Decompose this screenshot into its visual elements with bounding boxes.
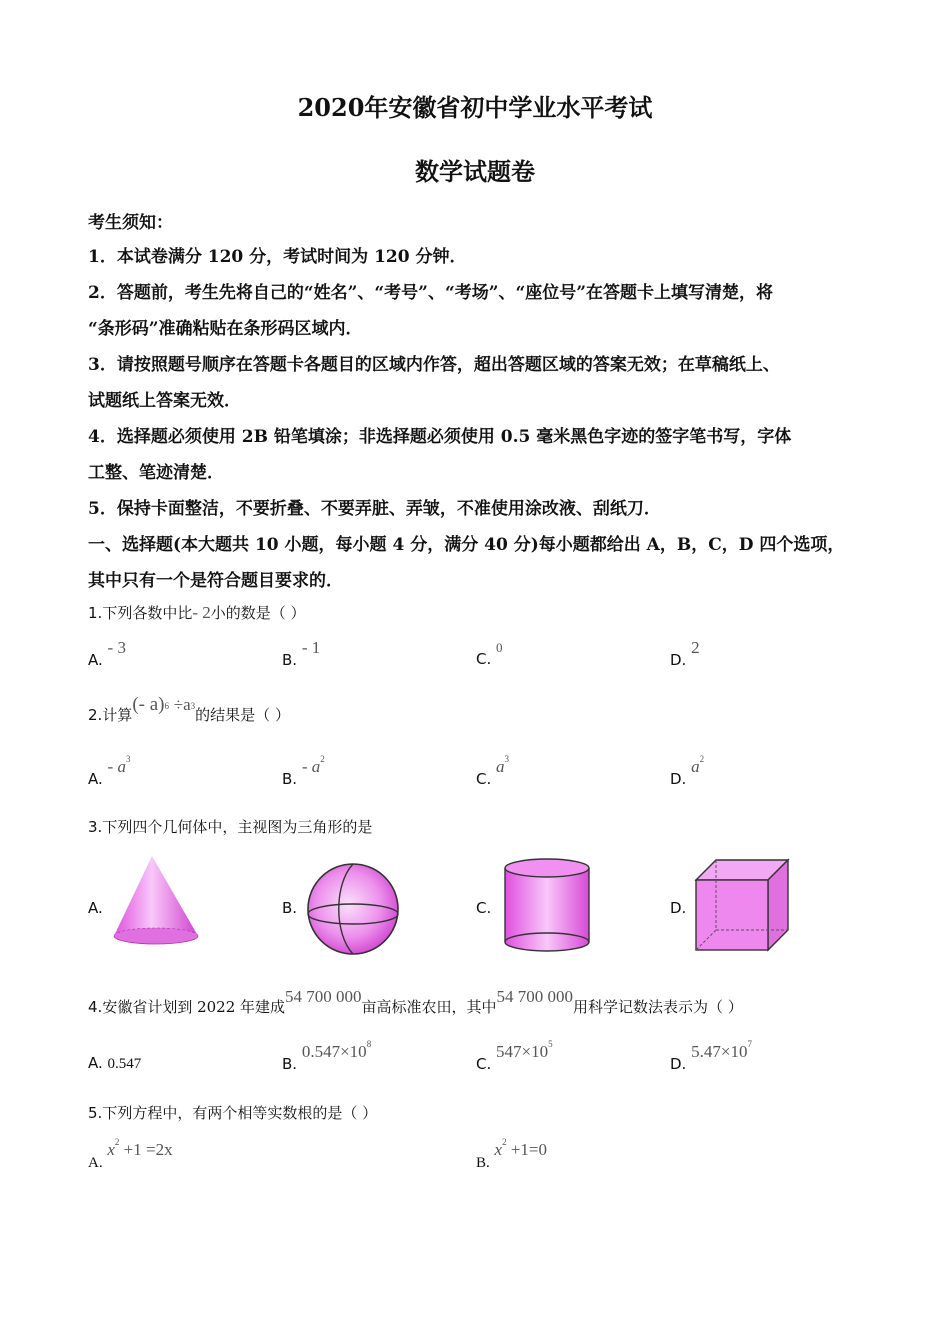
option-label: B. — [282, 651, 298, 669]
page-title: 2020年安徽省初中学业水平考试 — [297, 93, 653, 122]
option-c[interactable] — [476, 1039, 553, 1073]
option-exp: 3 — [504, 754, 510, 764]
option-var: x — [494, 1140, 503, 1159]
question-number: 3. — [88, 818, 103, 836]
option-value: - 3 — [107, 638, 126, 657]
option-exp: 3 — [125, 754, 131, 764]
option-rhs: +1=0 — [506, 1140, 548, 1159]
notice-heading: 考生须知： — [88, 213, 173, 233]
option-value: - 1 — [301, 638, 321, 657]
option-exp: 7 — [747, 1039, 752, 1049]
question-number: 5. — [88, 1104, 103, 1122]
option-label: A. — [88, 1054, 103, 1072]
question-2 — [88, 694, 290, 726]
option-label: C. — [476, 650, 492, 668]
question-text: 下列四个几何体中，主视图为三角形的是 — [102, 818, 373, 836]
math-operator: ÷a — [173, 695, 191, 714]
option-label: B. — [282, 770, 298, 788]
question-1 — [88, 602, 306, 623]
option-value: 0 — [496, 640, 503, 655]
option-exp: 5 — [548, 1039, 553, 1049]
option-label: D. — [670, 1055, 687, 1073]
question-text: 下列各数中比 — [102, 604, 193, 622]
question-number: 2. — [88, 706, 103, 724]
option-b[interactable] — [282, 1039, 372, 1073]
option-c[interactable] — [476, 638, 503, 668]
option-value: 2 — [691, 638, 700, 657]
math-number: 54 700 000 — [496, 987, 574, 1006]
option-b[interactable] — [476, 1137, 548, 1171]
question-text: 的结果是（ ） — [195, 706, 290, 724]
option-sign: - — [301, 757, 312, 776]
option-exp: 2 — [502, 1137, 507, 1147]
cone-icon — [112, 854, 200, 946]
sphere-icon — [306, 862, 400, 956]
option-label: A. — [88, 899, 103, 917]
option-label: D. — [670, 899, 687, 917]
option-label: D. — [670, 770, 687, 788]
option-c[interactable] — [476, 754, 510, 788]
option-b[interactable] — [282, 899, 297, 917]
notice-item: 4．选择题必须使用 2B 铅笔填涂；非选择题必须使用 0.5 毫米黑色字迹的签字笔书写，字体 — [88, 427, 792, 447]
option-value: 0.547 — [107, 1056, 142, 1072]
option-b[interactable] — [282, 754, 325, 788]
math-exponent: 3 — [190, 701, 196, 711]
section-heading: 一、选择题(本大题共 10 小题，每小题 4 分，满分 40 分)每小题都给出 A，B，C，D 四个选项， — [88, 535, 845, 555]
option-label: B. — [282, 1055, 298, 1073]
section-heading-cont: 其中只有一个是符合题目要求的． — [88, 571, 343, 591]
option-label: B. — [282, 899, 298, 917]
notice-item: “条形码”准确粘贴在条形码区域内． — [88, 319, 363, 339]
question-5 — [88, 1102, 377, 1123]
option-label: C. — [476, 770, 492, 788]
option-d[interactable] — [670, 899, 686, 917]
question-text: 安徽省计划到 2022 年建成 — [102, 998, 286, 1016]
cube-icon — [694, 858, 790, 952]
option-a[interactable] — [88, 899, 103, 917]
notice-item: 5．保持卡面整洁，不要折叠、不要弄脏、弄皱，不准使用涂改液、刮纸刀． — [88, 499, 661, 519]
option-var: x — [107, 1140, 115, 1159]
question-text: 计算 — [102, 706, 133, 724]
cylinder-icon — [502, 856, 592, 954]
option-var: a — [311, 757, 321, 776]
question-3 — [88, 816, 372, 837]
option-label: A. — [88, 770, 103, 788]
option-exp: 2 — [114, 1137, 120, 1147]
option-a[interactable] — [88, 1137, 173, 1171]
notice-item: 工整、笔迹清楚． — [88, 463, 224, 483]
page-subtitle: 数学试题卷 — [415, 157, 535, 186]
option-d[interactable] — [670, 754, 705, 788]
option-d[interactable] — [670, 1039, 752, 1073]
question-4 — [88, 987, 743, 1017]
option-b[interactable] — [282, 638, 321, 669]
notice-item: 3．请按照题号顺序在答题卡各题目的区域内作答，超出答题区域的答案无效；在草稿纸上、 — [88, 355, 780, 375]
option-label: C. — [476, 899, 492, 917]
option-a[interactable] — [88, 754, 131, 788]
option-c[interactable] — [476, 899, 491, 917]
question-text: 小的数是（ ） — [210, 604, 306, 622]
option-a[interactable] — [88, 1054, 141, 1073]
question-text: 下列方程中，有两个相等实数根的是（ ） — [102, 1104, 378, 1122]
math-number: 54 700 000 — [285, 987, 362, 1006]
option-a[interactable] — [88, 638, 126, 669]
option-exp: 2 — [699, 754, 705, 764]
notice-item: 1．本试卷满分 120 分，考试时间为 120 分钟． — [88, 247, 467, 267]
math-value: - 2 — [192, 603, 211, 622]
math-exponent: 6 — [164, 701, 169, 711]
option-value: 547×10 — [496, 1042, 549, 1061]
option-label: D. — [670, 651, 687, 669]
notice-item: 2．答题前，考生先将自己的“姓名”、“考号”、“考场”、“座位号”在答题卡上填写清楚，将 — [88, 283, 774, 303]
option-label: A. — [88, 1155, 103, 1171]
option-exp: 8 — [366, 1039, 372, 1049]
question-text: 用科学记数法表示为（ ） — [573, 998, 743, 1016]
option-sign: - — [107, 757, 118, 776]
question-number: 4. — [88, 998, 103, 1016]
option-label: B. — [476, 1155, 490, 1171]
option-d[interactable] — [670, 638, 700, 669]
option-exp: 2 — [320, 754, 325, 764]
option-var: a — [691, 757, 700, 776]
option-rhs: +1 =2x — [119, 1140, 173, 1159]
option-var: a — [117, 757, 126, 776]
notice-item: 试题纸上答案无效． — [88, 391, 241, 411]
math-base: (- a) — [132, 694, 165, 715]
question-text: 亩高标准农田，其中 — [361, 998, 497, 1016]
option-label: A. — [88, 651, 103, 669]
option-value: 0.547×10 — [301, 1042, 367, 1061]
question-number: 1. — [88, 604, 103, 622]
option-label: C. — [476, 1055, 492, 1073]
option-value: 5.47×10 — [691, 1042, 748, 1061]
option-var: a — [496, 757, 505, 776]
